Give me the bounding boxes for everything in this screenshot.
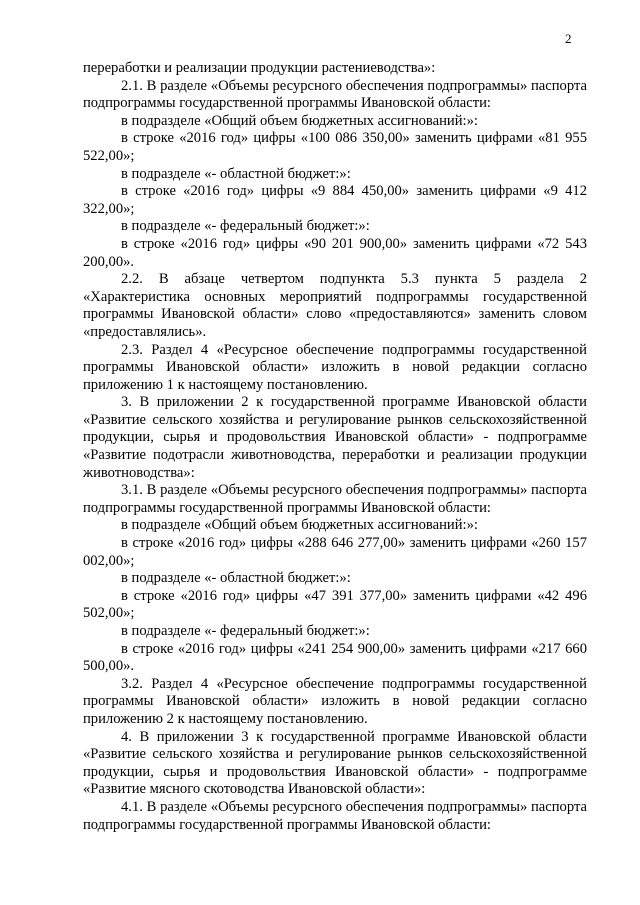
paragraph: в строке «2016 год» цифры «47 391 377,00» заменить цифрами «42 496 502,00»; (83, 587, 587, 622)
paragraph: 2.1. В разделе «Объемы ресурсного обеспечения подпрограммы» паспорта подпрограммы государственной программы Ивановской области: (83, 77, 587, 112)
paragraph: в строке «2016 год» цифры «241 254 900,00» заменить цифрами «217 660 500,00». (83, 640, 587, 675)
paragraph: в строке «2016 год» цифры «100 086 350,00» заменить цифрами «81 955 522,00»; (83, 130, 587, 164)
paragraph: в строке «2016 год» цифры «288 646 277,00» заменить цифрами «260 157 002,00»; (83, 535, 587, 569)
paragraph: в подразделе «- федеральный бюджет:»: (121, 218, 370, 235)
paragraph: 4.1. В разделе «Объемы ресурсного обеспечения подпрограммы» паспорта подпрограммы государственной программы Ивановской области: (83, 798, 587, 833)
paragraph: в строке «2016 год» цифры «9 884 450,00» заменить цифрами «9 412 322,00»; (83, 183, 587, 217)
paragraph: 3.2. Раздел 4 «Ресурсное обеспечение подпрограммы государственной программы Ивановской области» изложить в новой редакции согласно приложению 2 к настоящему постановлению. (83, 675, 587, 727)
paragraph: в подразделе «- областной бюджет:»: (121, 165, 351, 182)
paragraph: 4. В приложении 3 к государственной программе Ивановской области «Развитие сельского хозяйства и регулирование рынков сельскохозяйственной продукции, сырья и продовольствия Ивановской области» - подпрограмме «Развитие мясного скотоводства Ивановской области»: (83, 728, 587, 798)
paragraph: 2.2. В абзаце четвертом подпункта 5.3 пункта 5 раздела 2 «Характеристика основных мероприятий подпрограммы государственной программы Ивановской области» слово «предоставляются» заменить словом «предоставлялись». (83, 271, 587, 340)
paragraph: 3. В приложении 2 к государственной программе Ивановской области «Развитие сельского хозяйства и регулирование рынков сельскохозяйственной продукции, сырья и продовольствия Ивановской области» - подпрограмме «Развитие подотрасли животноводства, переработки и реализации продукции животноводства»: (83, 394, 587, 481)
paragraph: 3.1. В разделе «Объемы ресурсного обеспечения подпрограммы» паспорта подпрограммы государственной программы Ивановской области: (83, 482, 587, 516)
page-number: 2 (565, 31, 572, 46)
paragraph: в подразделе «- областной бюджет:»: (121, 570, 351, 587)
paragraph: в строке «2016 год» цифры «90 201 900,00» заменить цифрами «72 543 200,00». (83, 235, 587, 270)
document-body (83, 60, 587, 834)
paragraph: в подразделе «- федеральный бюджет:»: (121, 623, 370, 639)
paragraph: 2.3. Раздел 4 «Ресурсное обеспечение подпрограммы государственной программы Ивановской области» изложить в новой редакции согласно приложению 1 к настоящему постановлению. (83, 341, 587, 393)
paragraph: в подразделе «Общий объем бюджетных ассигнований:»: (121, 517, 478, 534)
paragraph: переработки и реализации продукции растениеводства»: (83, 60, 436, 76)
paragraph: в подразделе «Общий объем бюджетных ассигнований:»: (121, 112, 478, 129)
